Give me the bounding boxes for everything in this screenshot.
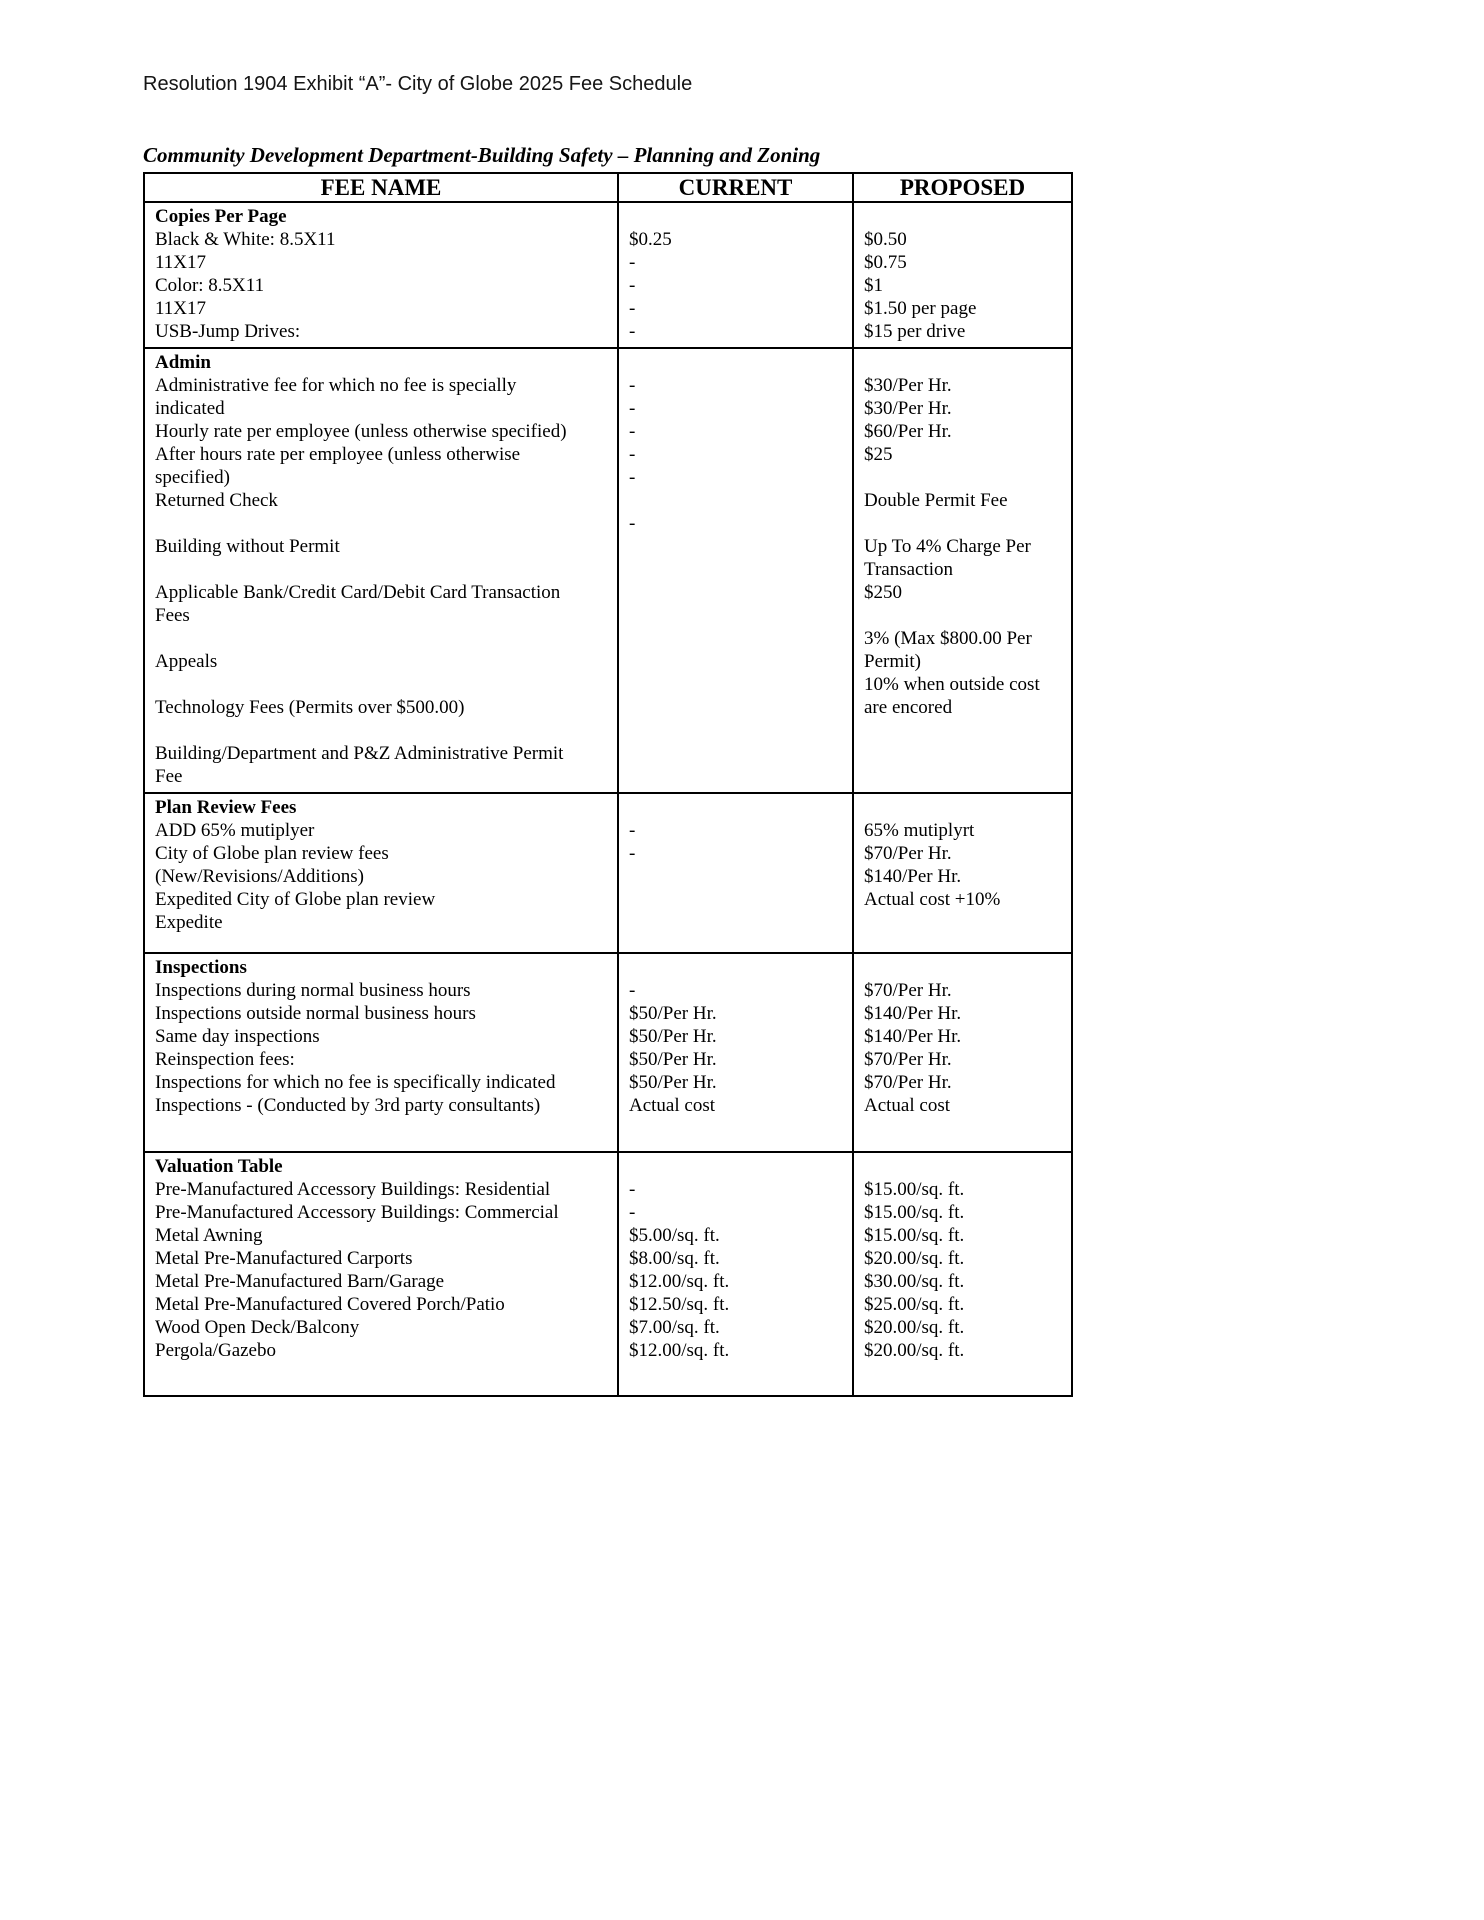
column-header-current: CURRENT (618, 173, 853, 202)
current-fee-cell (618, 953, 853, 1152)
fee-section-row-plan-review-fees (144, 793, 1072, 953)
proposed-fee-lines: $30/Per Hr. $30/Per Hr. $60/Per Hr. $25 Double Permit Fee Up To 4% Charge Per Transaction $250 3% (Max $800.00 Per Permit) 10% when outside cost are encored (864, 375, 1040, 718)
column-header-fee-name: FEE NAME (144, 173, 618, 202)
fee-name-lines: Pre-Manufactured Accessory Buildings: Residential Pre-Manufactured Accessory Buildings: Commercial Metal Awning Metal Pre-Manufactured Carports Metal Pre-Manufactured Barn/Garage Metal Pre-Manufactured Covered Porch/Patio Wood Open Deck/Balcony Pergola/Gazebo (155, 1179, 559, 1361)
fee-section-title: Admin (155, 352, 211, 373)
current-fee-lines: - - $5.00/sq. ft. $8.00/sq. ft. $12.00/sq. ft. $12.50/sq. ft. $7.00/sq. ft. $12.00/sq. ft. (629, 1179, 730, 1361)
current-fee-cell (618, 348, 853, 793)
proposed-fee-lines: 65% mutiplyrt $70/Per Hr. $140/Per Hr. Actual cost +10% (864, 820, 1001, 910)
current-fee-cell (618, 1152, 853, 1396)
document-header: Resolution 1904 Exhibit “A”- City of Globe 2025 Fee Schedule (143, 73, 693, 95)
fee-name-cell (144, 202, 618, 348)
current-fee-cell (618, 793, 853, 953)
fee-name-cell (144, 793, 618, 953)
proposed-fee-cell (853, 202, 1072, 348)
fee-section-title: Inspections (155, 957, 247, 978)
proposed-fee-lines: $0.50 $0.75 $1 $1.50 per page $15 per drive (864, 229, 977, 342)
fee-name-lines: Black & White: 8.5X11 11X17 Color: 8.5X11 11X17 USB-Jump Drives: (155, 229, 336, 342)
proposed-fee-cell (853, 348, 1072, 793)
proposed-fee-cell (853, 953, 1072, 1152)
current-fee-lines: - $50/Per Hr. $50/Per Hr. $50/Per Hr. $50/Per Hr. Actual cost (629, 980, 717, 1116)
fee-section-row-inspections (144, 953, 1072, 1152)
fee-name-lines: Administrative fee for which no fee is specially indicated Hourly rate per employee (unless otherwise specified) After hours rate per employee (unless otherwise specified) Returned Check Building without Permit Applicable Bank/Credit Card/Debit Card Transaction Fees Appeals Technology Fees (Permits over $500.00) Building/Department and P&Z Administrative Permit Fee (155, 375, 567, 787)
fee-section-title: Valuation Table (155, 1156, 283, 1177)
fee-section-row-copies-per-page (144, 202, 1072, 348)
proposed-fee-lines: $15.00/sq. ft. $15.00/sq. ft. $15.00/sq. ft. $20.00/sq. ft. $30.00/sq. ft. $25.00/sq. ft. $20.00/sq. ft. $20.00/sq. ft. (864, 1179, 965, 1361)
fee-name-cell (144, 953, 618, 1152)
table-header-row (144, 173, 1072, 202)
fee-section-title: Copies Per Page (155, 206, 287, 227)
current-fee-cell (618, 202, 853, 348)
fee-name-cell (144, 348, 618, 793)
fee-section-row-valuation-table (144, 1152, 1072, 1396)
proposed-fee-cell (853, 793, 1072, 953)
proposed-fee-cell (853, 1152, 1072, 1396)
proposed-fee-lines: $70/Per Hr. $140/Per Hr. $140/Per Hr. $70/Per Hr. $70/Per Hr. Actual cost (864, 980, 962, 1116)
fee-section-row-admin (144, 348, 1072, 793)
fee-name-cell (144, 1152, 618, 1396)
column-header-proposed: PROPOSED (853, 173, 1072, 202)
fee-name-lines: Inspections during normal business hours Inspections outside normal business hours Same day inspections Reinspection fees: Inspections for which no fee is specifically indicated Inspections - (Conducted by 3rd party consultants) (155, 980, 556, 1116)
fee-name-lines: ADD 65% mutiplyer City of Globe plan review fees (New/Revisions/Additions) Expedited City of Globe plan review Expedite (155, 820, 436, 933)
fee-schedule-table (143, 172, 1073, 1397)
current-fee-lines: - - - - - - (629, 375, 636, 534)
current-fee-lines: - - (629, 820, 636, 864)
document-subtitle: Community Development Department-Building Safety – Planning and Zoning (143, 143, 821, 167)
current-fee-lines: $0.25 - - - - (629, 229, 672, 342)
fee-section-title: Plan Review Fees (155, 797, 297, 818)
